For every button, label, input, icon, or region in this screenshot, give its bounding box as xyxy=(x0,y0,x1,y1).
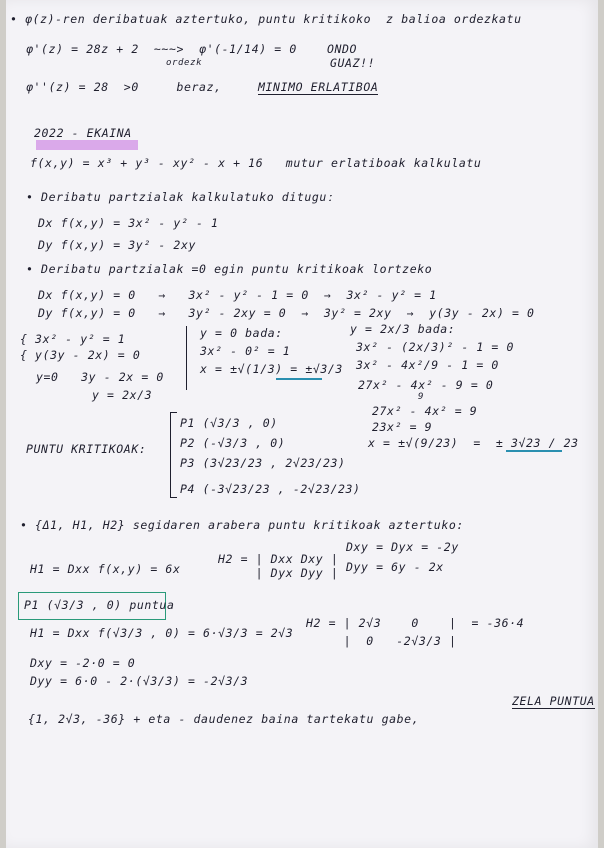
case2-eq3: 27x² - 4x² - 9 = 0 xyxy=(358,378,494,392)
note-substitute: ordezk xyxy=(166,58,203,68)
case2-eq1: 3x² - (2x/3)² - 1 = 0 xyxy=(356,340,514,354)
eval-dxy: Dxy = -2·0 = 0 xyxy=(30,656,136,670)
case2-result: x = ±√(9/23) = ± 3√23 / 23 xyxy=(368,436,579,450)
case1-eq: 3x² - 0² = 1 xyxy=(200,344,291,358)
system-eq2: { y(3y - 2x) = 0 xyxy=(20,348,141,362)
case-y-expression: y = 2x/3 xyxy=(92,388,153,402)
critical-point-p3: P3 (3√23/23 , 2√23/23) xyxy=(180,456,346,470)
line-critical-intro: • Deribatu partzialak =0 egin puntu kritikoak lortzeko xyxy=(26,262,433,276)
case2-denominator: 9 xyxy=(418,392,425,402)
line-second-derivative: φ''(z) = 28 >0 beraz, xyxy=(26,80,222,94)
year-highlight xyxy=(36,140,138,150)
line-partials-intro: • Deribatu partzialak kalkulatuko dituguː xyxy=(26,190,335,204)
divider-vertical-1 xyxy=(186,326,187,390)
line-dxy: Dxy = Dyx = -2y xyxy=(346,540,459,554)
eval-h2: H2 = | 2√3 0 | = -36·4 xyxy=(306,616,525,630)
case1-result: x = ±√(1/3) = ±√3/3 xyxy=(200,362,343,376)
case2-eq4: 27x² - 4x² = 9 xyxy=(372,404,478,418)
conclusion-saddle-point: ZELA PUNTUA xyxy=(512,694,595,708)
notebook-page xyxy=(6,0,598,848)
case2-eq2: 3x² - 4x²/9 - 1 = 0 xyxy=(356,358,499,372)
line-dx-zero: Dx f(x,y) = 0 → 3x² - y² - 1 = 0 → 3x² - y² = 1 xyxy=(38,288,437,302)
eval-h2-row2: | 0 -2√3/3 | xyxy=(306,634,457,648)
eval-dyy: Dyy = 6·0 - 2·(√3/3) = -2√3/3 xyxy=(30,674,249,688)
system-eq1: { 3x² - y² = 1 xyxy=(20,332,126,346)
case1-head: y = 0 bada: xyxy=(200,326,283,340)
critical-point-p2: P2 (-√3/3 , 0) xyxy=(180,436,286,450)
case2-eq5: 23x² = 9 xyxy=(372,420,433,434)
line-dy-zero: Dy f(x,y) = 0 → 3y² - 2xy = 0 → 3y² = 2xy → y(3y - 2x) = 0 xyxy=(38,306,535,320)
case1-underline xyxy=(276,378,322,380)
critical-point-p1: P1 (√3/3 , 0) xyxy=(180,416,278,430)
line-derivatives-intro: • φ(z)-ren deribatuak aztertuko, puntu kritikoko z balioa ordezkatu xyxy=(10,12,522,26)
line-dy: Dy f(x,y) = 3y² - 2xy xyxy=(38,238,196,252)
eval-h1: H1 = Dxx f(√3/3 , 0) = 6·√3/3 = 2√3 xyxy=(30,626,294,640)
conclusion-line: {1, 2√3, -36} + eta - daudenez baina tartekatu gabe, xyxy=(28,712,420,726)
note-correct: GUAZ!! xyxy=(330,56,376,70)
line-dyy: Dyy = 6y - 2x xyxy=(346,560,444,574)
critical-points-bracket xyxy=(170,412,177,498)
line-h2: H2 = | Dxx Dxy | xyxy=(218,552,339,566)
critical-point-p4: P4 (-3√23/23 , -2√23/23) xyxy=(180,482,361,496)
line-h1: H1 = Dxx f(x,y) = 6x xyxy=(30,562,181,576)
case2-underline xyxy=(506,450,562,452)
critical-points-label: PUNTU KRITIKOAK: xyxy=(26,442,147,456)
point-p1-label: P1 (√3/3 , 0) puntua xyxy=(24,598,175,612)
line-h2-row2: | Dyx Dyy | xyxy=(218,566,339,580)
case2-head: y = 2x/3 bada: xyxy=(350,322,456,336)
line-function: f(x,y) = x³ + y³ - xy² - x + 16 mutur erlatiboak kalkulatu xyxy=(30,156,482,170)
line-dx: Dx f(x,y) = 3x² - y² - 1 xyxy=(38,216,219,230)
conclusion-relative-minimum: MINIMO ERLATIBOA xyxy=(258,80,379,94)
case-split: y=0 3y - 2x = 0 xyxy=(36,370,164,384)
line-first-derivative: φ'(z) = 28z + 2 ~~~> φ'(-1/14) = 0 ONDO xyxy=(26,42,358,56)
section-year: 2022 - EKAINA xyxy=(34,126,132,140)
line-hessian-intro: • {Δ1, H1, H2} segidaren arabera puntu kritikoak aztertuko: xyxy=(20,518,464,532)
